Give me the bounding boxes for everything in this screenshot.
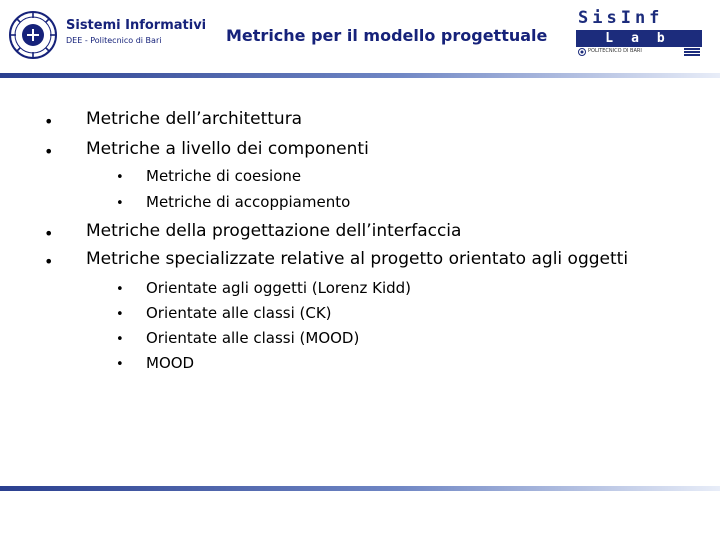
slide-title: Metriche per il modello progettuale xyxy=(226,26,548,45)
bullet-icon: • xyxy=(44,142,54,161)
header-divider xyxy=(0,73,720,78)
list-item-text: MOOD xyxy=(146,354,195,372)
bullet-icon: • xyxy=(116,282,124,297)
department-name: Sistemi Informativi xyxy=(66,18,207,33)
department-subtitle: DEE - Politecnico di Bari xyxy=(66,36,162,45)
bullet-icon: • xyxy=(44,224,54,243)
list-item-text: Metriche a livello dei componenti xyxy=(86,139,369,159)
list-item-text: Metriche specializzate relative al progetto orientato agli oggetti xyxy=(86,249,629,269)
bullet-icon: • xyxy=(44,112,54,131)
sisinf-lab-logo-top: SisInf xyxy=(578,8,664,28)
bullet-icon: • xyxy=(116,307,124,322)
dee-logo-icon xyxy=(684,48,700,56)
sisinf-lab-logo-bar: Lab xyxy=(576,30,702,47)
list-item-text: Metriche di coesione xyxy=(146,167,302,185)
bullet-icon: • xyxy=(116,196,124,211)
list-item-text: Orientate agli oggetti (Lorenz Kidd) xyxy=(146,279,412,297)
bullet-icon: • xyxy=(116,357,124,372)
list-item-text: Metriche di accoppiamento xyxy=(146,193,351,211)
bullet-icon: • xyxy=(116,332,124,347)
list-item-text: Metriche della progettazione dell’interfaccia xyxy=(86,221,462,241)
bullet-icon: • xyxy=(116,170,124,185)
footer-divider xyxy=(0,486,720,491)
list-item-text: Orientate alle classi (MOOD) xyxy=(146,329,360,347)
list-item-text: Metriche dell’architettura xyxy=(86,109,303,129)
politecnico-seal-logo xyxy=(8,10,58,60)
politecnico-badge-icon xyxy=(578,48,586,56)
list-item-text: Orientate alle classi (CK) xyxy=(146,304,332,322)
bullet-icon: • xyxy=(44,252,54,271)
politecnico-label: POLITECNICO DI BARI xyxy=(588,48,642,54)
